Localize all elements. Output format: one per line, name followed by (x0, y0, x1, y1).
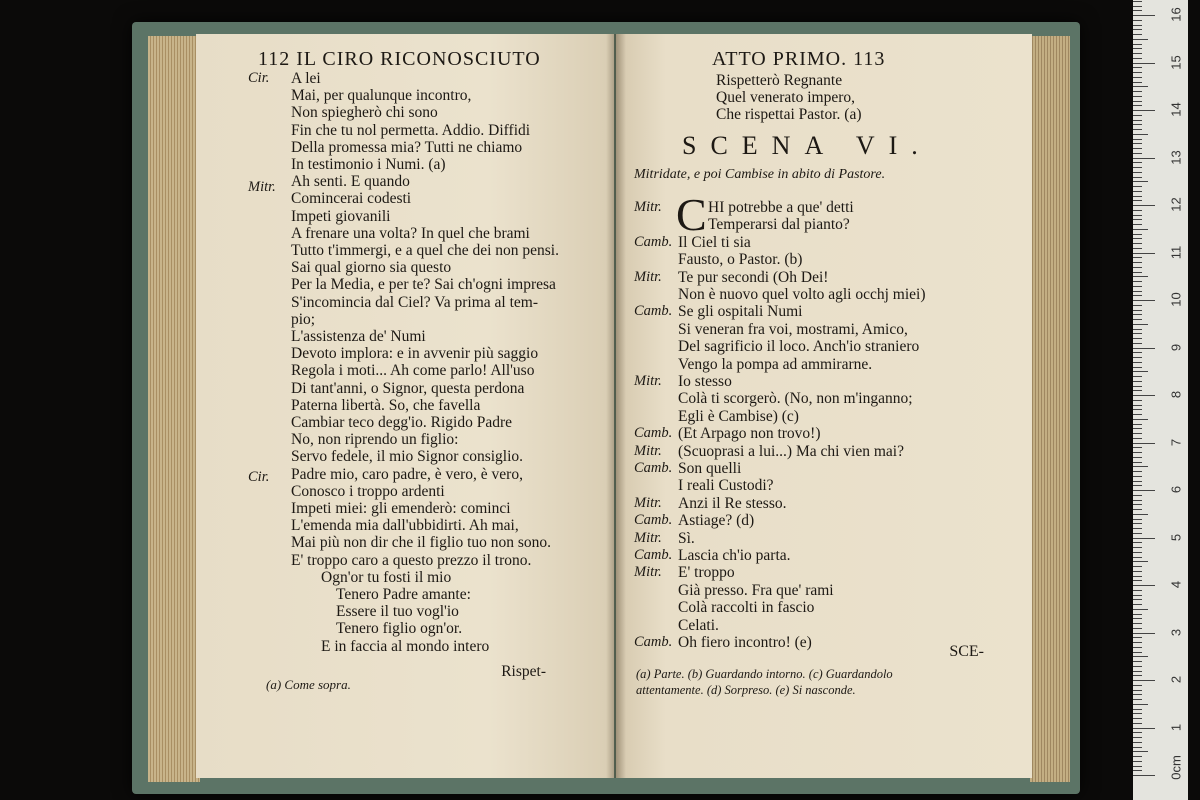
speaker-label: Camb. (634, 233, 673, 250)
ruler-number: 8 (1168, 390, 1184, 399)
ruler-tick (1133, 609, 1148, 610)
ruler-tick (1133, 191, 1142, 192)
ruler-tick (1133, 300, 1155, 301)
drop-cap: C (676, 189, 707, 240)
ruler-tick (1133, 343, 1142, 344)
ruler-tick (1133, 438, 1142, 439)
ruler-tick (1133, 652, 1142, 653)
dialogue-line: Colà raccolti in fascio (678, 599, 815, 617)
dialogue-line: HI potrebbe a que' detti (708, 199, 854, 216)
ruler-tick (1133, 139, 1142, 140)
verse-line: Fin che tu nol permetta. Addio. Diffidi (291, 121, 531, 139)
scene-title: SCENA VI. (682, 131, 932, 160)
verse-line: Comincerai codesti (291, 190, 412, 208)
footnote (266, 677, 351, 693)
verse-line: Mai, per qualunque incontro, (291, 87, 472, 105)
ruler-tick (1133, 742, 1142, 743)
ruler-number: 7 (1168, 438, 1184, 446)
ruler-tick (1133, 547, 1142, 548)
ruler-tick (1133, 604, 1142, 605)
ruler-tick (1133, 528, 1142, 529)
ruler-tick (1133, 424, 1142, 425)
ruler-tick (1133, 48, 1142, 49)
ruler-tick (1133, 580, 1142, 581)
stage-direction: Mitridate, e poi Cambise in abito di Pastore. (634, 167, 886, 182)
ruler-tick (1133, 162, 1142, 163)
ruler-tick (1133, 267, 1142, 268)
ruler-tick (1133, 718, 1142, 719)
ruler-number: 13 (1168, 149, 1184, 165)
dialogue-line: Son quelli (678, 460, 742, 477)
ruler-tick (1133, 219, 1142, 220)
dialogue-line: (Et Arpago non trovo!) (678, 425, 821, 443)
ruler-tick (1133, 443, 1155, 444)
page-edges-left (148, 36, 200, 782)
verse-line: Devoto implora: e in avvenir più saggio (291, 345, 539, 363)
ruler-tick (1133, 276, 1148, 277)
verse-line: Cambiar teco degg'io. Rigido Padre (291, 414, 513, 431)
ruler-tick (1133, 452, 1142, 453)
ruler-tick (1133, 533, 1142, 534)
ruler-tick (1133, 295, 1142, 296)
ruler-tick (1133, 690, 1142, 691)
dialogue-line: Egli è Cambise) (c) (678, 407, 799, 425)
verse-line: No, non riprendo un figlio: (291, 431, 459, 449)
ruler-tick (1133, 148, 1142, 149)
ruler-tick (1133, 1, 1142, 2)
ruler-tick (1133, 10, 1142, 11)
ruler-tick (1133, 196, 1142, 197)
catchword: SCE- (949, 643, 984, 660)
verse-line: Impeti giovanili (291, 207, 391, 225)
ruler-tick (1133, 428, 1142, 429)
verse-line: Che rispettai Pastor. (a) (716, 106, 862, 123)
ruler-tick (1133, 756, 1142, 757)
verse-line: Paterna libertà. So, che favella (291, 396, 481, 414)
ruler-tick (1133, 585, 1155, 586)
ruler-tick (1133, 124, 1142, 125)
ruler-tick (1133, 747, 1142, 748)
ruler-tick (1133, 571, 1142, 572)
ruler-tick (1133, 25, 1142, 26)
ruler-tick (1133, 623, 1142, 624)
ruler-tick (1133, 229, 1148, 230)
verse-line: S'incomincia dal Ciel? Va prima al tem- (291, 293, 538, 311)
ruler-number: 3 (1168, 628, 1184, 636)
ruler-number: 4 (1168, 580, 1184, 589)
ruler-tick (1133, 262, 1142, 263)
dialogue-line: Si veneran fra voi, mostrami, Amico, (678, 320, 908, 338)
speaker-label: Camb. (634, 547, 673, 563)
verse-line: Essere il tuo vogl'io (336, 603, 459, 621)
speaker-label: Camb. (634, 425, 673, 442)
right-page (616, 34, 1032, 778)
ruler-tick (1133, 15, 1155, 16)
ruler-tick (1133, 362, 1142, 363)
verse-line: Quel venerato impero, (716, 89, 856, 106)
ruler-tick (1133, 557, 1142, 558)
ruler-tick (1133, 376, 1142, 377)
speaker-label: Mitr. (634, 442, 662, 459)
ruler-tick (1133, 333, 1142, 334)
ruler-number: 11 (1168, 245, 1184, 259)
ruler-tick (1133, 732, 1142, 733)
ruler-tick (1133, 371, 1148, 372)
ruler-tick (1133, 628, 1142, 629)
verse-line: L'emenda mia dall'ubbidirti. Ah mai, (291, 517, 519, 535)
dialogue-line: Non è nuovo quel volto agli occhj miei) (678, 286, 926, 303)
ruler-tick (1133, 6, 1142, 7)
ruler-tick (1133, 699, 1142, 700)
ruler-tick (1133, 82, 1142, 83)
ruler-tick (1133, 77, 1142, 78)
ruler-tick (1133, 91, 1142, 92)
ruler-number: 1 (1168, 723, 1184, 731)
ruler-tick (1133, 381, 1142, 382)
ruler-tick (1133, 485, 1142, 486)
speaker-label: Mitr. (634, 529, 662, 546)
verse-line: A lei (291, 70, 321, 87)
ruler-tick (1133, 44, 1142, 45)
ruler-tick (1133, 205, 1155, 206)
verse-line: Conosco i troppo ardenti (291, 482, 445, 500)
dialogue-line: Già presso. Fra que' rami (678, 581, 834, 599)
verse-line: L'assistenza de' Numi (291, 328, 426, 345)
ruler-tick (1133, 509, 1142, 510)
book-gutter (606, 34, 626, 778)
ruler-number: 5 (1168, 533, 1184, 541)
verse-line: In testimonio i Numi. (a) (291, 156, 446, 173)
speaker-label: Mitr. (634, 373, 662, 389)
ruler-tick (1133, 177, 1142, 178)
verse-line: Servo fedele, il mio Signor consiglio. (291, 448, 524, 466)
verse-line: Rispetterò Regnante (716, 72, 843, 89)
speaker-label: Camb. (634, 634, 673, 650)
ruler-tick (1133, 523, 1142, 524)
ruler-tick (1133, 305, 1142, 306)
ruler-tick (1133, 457, 1142, 458)
ruler-tick (1133, 618, 1142, 619)
catchword: Rispet- (501, 663, 546, 680)
ruler-tick (1133, 34, 1142, 35)
ruler-tick (1133, 348, 1155, 349)
ruler-tick (1133, 709, 1142, 710)
dialogue-line: Anzi il Re stesso. (678, 494, 787, 512)
ruler-tick (1133, 29, 1142, 30)
footnote-line-2: attentamente. (d) Sorpreso. (e) Si nasconde. (636, 683, 856, 697)
ruler-tick (1133, 234, 1142, 235)
dialogue-line: Oh fiero incontro! (e) (678, 634, 812, 651)
ruler-tick (1133, 675, 1142, 676)
speaker-label: Cir. (248, 469, 270, 485)
verse-line: Di tant'anni, o Signor, questa perdona (291, 379, 525, 397)
ruler-tick (1133, 172, 1142, 173)
ruler-tick (1133, 447, 1142, 448)
ruler-tick (1133, 238, 1142, 239)
verse-line: pio; (291, 310, 316, 328)
ruler-tick (1133, 105, 1142, 106)
ruler-tick (1133, 737, 1142, 738)
dialogue-line: Il Ciel ti sia (678, 233, 751, 251)
dialogue-line: (Scuoprasi a lui...) Ma chi vien mai? (678, 442, 904, 460)
ruler-tick (1133, 86, 1148, 87)
ruler-tick (1133, 210, 1142, 211)
running-head-right: ATTO PRIMO. 113 (712, 48, 886, 70)
ruler-tick (1133, 704, 1148, 705)
footnote-line-1: (a) Parte. (b) Guardando intorno. (c) Guardandolo (636, 667, 893, 681)
ruler-tick (1133, 257, 1142, 258)
measuring-ruler (1133, 0, 1188, 800)
dialogue-line: E' troppo (678, 564, 735, 582)
ruler-tick (1133, 253, 1155, 254)
ruler-tick (1133, 500, 1142, 501)
ruler-number: 10 (1168, 292, 1184, 307)
verse-line: Tenero Padre amante: (336, 586, 471, 603)
verse-line: E' troppo caro a questo prezzo il trono. (291, 551, 532, 569)
ruler-tick (1133, 661, 1142, 662)
ruler-tick (1133, 471, 1142, 472)
ruler-tick (1133, 153, 1142, 154)
ruler-tick (1133, 110, 1155, 111)
ruler-tick (1133, 357, 1142, 358)
ruler-tick (1133, 101, 1142, 102)
ruler-tick (1133, 272, 1142, 273)
ruler-tick (1133, 495, 1142, 496)
ruler-tick (1133, 224, 1142, 225)
ruler-tick (1133, 248, 1142, 249)
verse-line: A frenare una volta? In quel che brami (291, 224, 530, 242)
ruler-number: 6 (1168, 485, 1184, 494)
speaker-label: Mitr. (634, 268, 662, 285)
verse-line: Ogn'or tu fosti il mio (321, 568, 452, 586)
ruler-unit-label: 0cm (1168, 755, 1184, 780)
dialogue-line: Io stesso (678, 373, 732, 390)
left-page (196, 34, 614, 778)
verse-line: Tutto t'immergi, e a quel che dei non pensi. (291, 242, 559, 259)
ruler-tick (1133, 751, 1148, 752)
speaker-label: Mitr. (634, 494, 662, 511)
verse-line: Regola i moti... Ah come parlo! All'uso (291, 362, 535, 380)
dialogue-line: Astiage? (d) (678, 512, 755, 530)
ruler-tick (1133, 476, 1142, 477)
dialogue-line: Te pur secondi (Oh Dei! (678, 268, 829, 286)
dialogue-line: Se gli ospitali Numi (678, 303, 803, 321)
ruler-tick (1133, 115, 1142, 116)
ruler-tick (1133, 409, 1142, 410)
ruler-tick (1133, 770, 1142, 771)
ruler-tick (1133, 713, 1142, 714)
ruler-tick (1133, 633, 1155, 634)
ruler-tick (1133, 286, 1142, 287)
ruler-tick (1133, 186, 1142, 187)
ruler-tick (1133, 395, 1155, 396)
dialogue-line: Sì. (678, 529, 695, 547)
ruler-tick (1133, 314, 1142, 315)
verse-line: Della promessa mia? Tutti ne chiamo (291, 138, 523, 156)
ruler-tick (1133, 167, 1142, 168)
ruler-tick (1133, 433, 1142, 434)
ruler-tick (1133, 338, 1142, 339)
ruler-tick (1133, 614, 1142, 615)
speaker-label: Camb. (634, 460, 673, 476)
ruler-tick (1133, 723, 1142, 724)
ruler-tick (1133, 595, 1142, 596)
ruler-tick (1133, 552, 1142, 553)
ruler-tick (1133, 158, 1155, 159)
ruler-tick (1133, 466, 1148, 467)
ruler-tick (1133, 39, 1148, 40)
ruler-tick (1133, 281, 1142, 282)
ruler-tick (1133, 666, 1142, 667)
ruler-tick (1133, 566, 1142, 567)
verse-line: Ah senti. E quando (291, 173, 410, 191)
ruler-tick (1133, 542, 1142, 543)
ruler-tick (1133, 680, 1155, 681)
ruler-tick (1133, 538, 1155, 539)
ruler-number: 9 (1168, 343, 1184, 351)
speaker-label: Camb. (634, 303, 673, 320)
verse-line: Tenero figlio ogn'or. (336, 620, 463, 638)
ruler-tick (1133, 215, 1142, 216)
footnote-text: (a) Come sopra. (266, 677, 351, 692)
ruler-tick (1133, 72, 1142, 73)
ruler-tick (1133, 490, 1155, 491)
ruler-tick (1133, 329, 1142, 330)
ruler-tick (1133, 599, 1142, 600)
speaker-label: Mitr. (248, 179, 276, 195)
ruler-tick (1133, 352, 1142, 353)
ruler-tick (1133, 58, 1142, 59)
verse-line: Impeti miei: gli emenderò: cominci (291, 500, 511, 517)
ruler-tick (1133, 766, 1142, 767)
page-edges-right (1030, 36, 1070, 782)
ruler-tick (1133, 96, 1142, 97)
ruler-tick (1133, 761, 1142, 762)
ruler-tick (1133, 656, 1148, 657)
speaker-label: Cir. (248, 70, 270, 86)
ruler-tick (1133, 181, 1148, 182)
speaker-label: Camb. (634, 512, 673, 529)
ruler-tick (1133, 367, 1142, 368)
ruler-tick (1133, 390, 1142, 391)
verse-line: Padre mio, caro padre, è vero, è vero, (291, 465, 523, 483)
verse-line: Mai più non dir che il figlio tuo non sono. (291, 534, 552, 552)
ruler-tick (1133, 20, 1142, 21)
speaker-label: Mitr. (634, 564, 662, 581)
ruler-tick (1133, 405, 1142, 406)
ruler-tick (1133, 53, 1142, 54)
ruler-tick (1133, 63, 1155, 64)
dialogue-line: Fausto, o Pastor. (b) (678, 251, 803, 269)
ruler-number: 12 (1168, 197, 1184, 212)
verse-line: E in faccia al mondo intero (321, 637, 490, 655)
ruler-tick (1133, 647, 1142, 648)
ruler-number: 16 (1168, 7, 1184, 22)
dialogue-line: Temperarsi dal pianto? (708, 216, 850, 234)
running-head-left: 112 IL CIRO RICONOSCIUTO (258, 48, 541, 70)
verse-line: Non spiegherò chi sono (291, 104, 438, 122)
ruler-tick (1133, 694, 1142, 695)
ruler-number: 15 (1168, 54, 1184, 70)
ruler-tick (1133, 243, 1142, 244)
ruler-tick (1133, 561, 1148, 562)
ruler-tick (1133, 400, 1142, 401)
ruler-tick (1133, 462, 1142, 463)
ruler-tick (1133, 504, 1142, 505)
dialogue-line: Lascia ch'io parta. (678, 547, 791, 564)
ruler-tick (1133, 637, 1142, 638)
ruler-tick (1133, 414, 1142, 415)
ruler-number: 2 (1168, 675, 1184, 684)
ruler-tick (1133, 291, 1142, 292)
ruler-tick (1133, 134, 1148, 135)
ruler-tick (1133, 481, 1142, 482)
ruler-tick (1133, 419, 1148, 420)
dialogue-line: Del sagrificio il loco. Anch'io straniero (678, 338, 920, 356)
ruler-tick (1133, 386, 1142, 387)
ruler-tick (1133, 671, 1142, 672)
ruler-tick (1133, 519, 1142, 520)
ruler-tick (1133, 200, 1142, 201)
ruler-tick (1133, 310, 1142, 311)
ruler-tick (1133, 514, 1148, 515)
ruler-tick (1133, 319, 1142, 320)
ruler-tick (1133, 685, 1142, 686)
ruler-tick (1133, 143, 1142, 144)
ruler-tick (1133, 67, 1142, 68)
ruler-number: 14 (1168, 102, 1184, 117)
ruler-tick (1133, 642, 1142, 643)
dialogue-line: I reali Custodi? (678, 477, 774, 495)
ruler-tick (1133, 775, 1155, 776)
ruler-tick (1133, 576, 1142, 577)
ruler-tick (1133, 590, 1142, 591)
dialogue-line: Celati. (678, 616, 719, 634)
ruler-tick (1133, 120, 1142, 121)
ruler-tick (1133, 129, 1142, 130)
ruler-tick (1133, 728, 1155, 729)
verse-line: Per la Media, e per te? Sai ch'ogni impresa (291, 276, 556, 294)
verse-line: Sai qual giorno sia questo (291, 259, 452, 277)
ruler-tick (1133, 324, 1148, 325)
dialogue-line: Colà ti scorgerò. (No, non m'inganno; (678, 390, 913, 408)
dialogue-line: Vengo la pompa ad ammirarne. (678, 355, 873, 373)
speaker-label: Mitr. (634, 199, 662, 215)
